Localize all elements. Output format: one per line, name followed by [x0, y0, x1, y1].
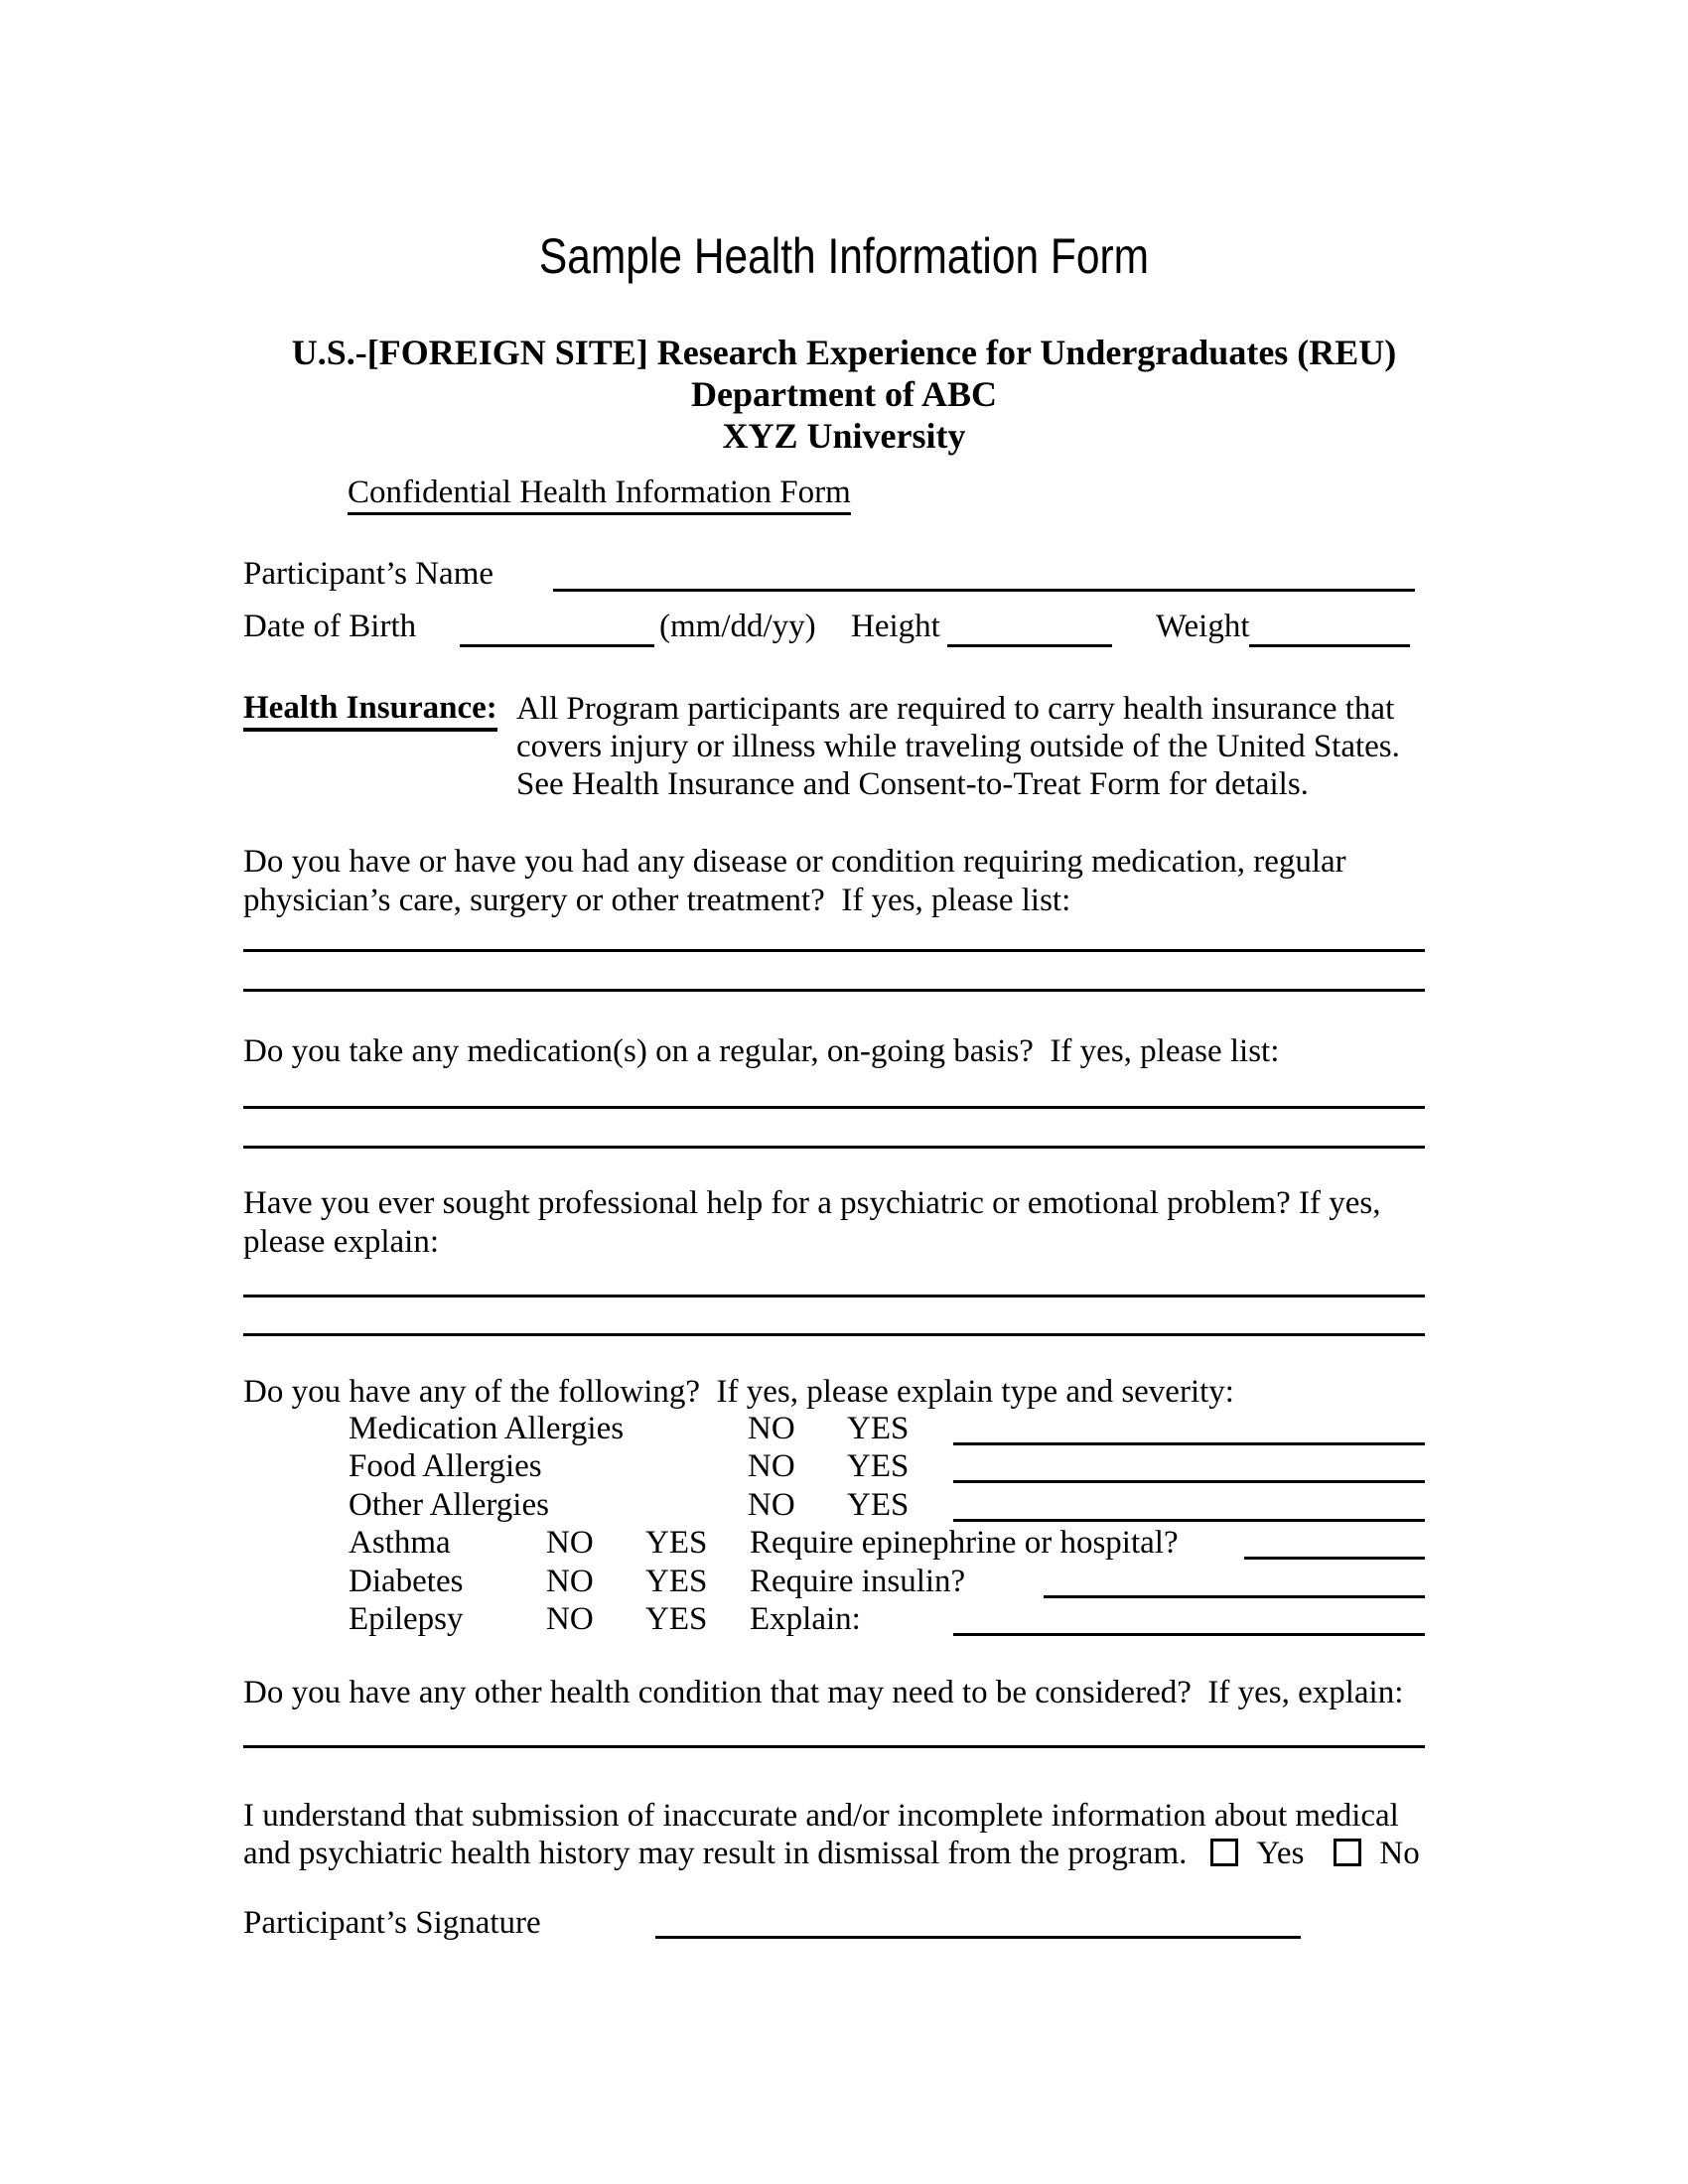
- program-header-line-3: XYZ University: [722, 416, 966, 456]
- condition-followup-question: Require insulin?: [750, 1564, 966, 1599]
- condition-row-medication-allergies: [243, 1411, 1425, 1449]
- signature-label: Participant’s Signature: [243, 1905, 541, 1941]
- condition-row-other-allergies: [243, 1487, 1425, 1526]
- condition-detail-line[interactable]: [1044, 1595, 1425, 1598]
- condition-row-asthma: [243, 1525, 1425, 1564]
- weight-label: Weight: [1156, 609, 1250, 644]
- psychiatric-answer-line-2[interactable]: [243, 1333, 1425, 1336]
- statement-line-1: I understand that submission of inaccurate and/or incomplete information about medical: [243, 1798, 1399, 1834]
- yes-checkbox-label: Yes: [1256, 1836, 1305, 1871]
- no-option[interactable]: NO: [546, 1525, 594, 1561]
- condition-followup-question: Require epinephrine or hospital?: [750, 1525, 1179, 1561]
- condition-detail-line[interactable]: [953, 1633, 1425, 1636]
- no-option[interactable]: NO: [748, 1487, 795, 1523]
- yes-option[interactable]: YES: [645, 1564, 708, 1599]
- yes-option[interactable]: YES: [645, 1601, 708, 1637]
- subheading-text: Confidential Health Information Form: [348, 475, 851, 515]
- no-option[interactable]: NO: [546, 1564, 594, 1599]
- condition-detail-line[interactable]: [1244, 1557, 1425, 1560]
- condition-followup-question: Explain:: [750, 1601, 861, 1637]
- participant-name-label: Participant’s Name: [243, 556, 494, 592]
- program-header-line-1: U.S.-[FOREIGN SITE] Research Experience for Undergraduates (REU): [291, 333, 1397, 372]
- no-option[interactable]: NO: [748, 1411, 795, 1446]
- condition-label: Other Allergies: [349, 1487, 549, 1523]
- yes-option[interactable]: YES: [847, 1448, 910, 1484]
- health-insurance-label-text: Health Insurance:: [243, 690, 497, 732]
- no-checkbox[interactable]: [1334, 1839, 1361, 1866]
- height-input-line[interactable]: [947, 644, 1112, 647]
- condition-row-food-allergies: [243, 1448, 1425, 1487]
- program-header: [0, 332, 1688, 457]
- question-disease: [243, 843, 1346, 920]
- health-insurance-line-1: All Program participants are required to carry health insurance that: [516, 691, 1395, 727]
- subheading: [348, 475, 851, 511]
- weight-input-line[interactable]: [1249, 644, 1410, 647]
- dob-input-line[interactable]: [460, 644, 654, 647]
- no-checkbox-label: No: [1379, 1836, 1420, 1871]
- program-header-line-2: Department of ABC: [691, 374, 997, 414]
- question-other-condition: Do you have any other health condition that may need to be considered? If yes, explain:: [243, 1675, 1404, 1710]
- disease-answer-line-1[interactable]: [243, 949, 1425, 952]
- psychiatric-answer-line-1[interactable]: [243, 1295, 1425, 1297]
- statement-line-2: [243, 1835, 1420, 1872]
- question-disease-line-1: Do you have or have you had any disease or condition requiring medication, regular: [243, 844, 1346, 880]
- disease-answer-line-2[interactable]: [243, 989, 1425, 992]
- yes-option[interactable]: YES: [645, 1525, 708, 1561]
- medication-answer-line-1[interactable]: [243, 1106, 1425, 1109]
- dob-format-hint: (mm/dd/yy): [659, 609, 816, 644]
- condition-label: Food Allergies: [349, 1448, 542, 1484]
- question-disease-line-2: physician’s care, surgery or other treatment? If yes, please list:: [243, 883, 1071, 918]
- signature-input-line[interactable]: [655, 1936, 1301, 1939]
- question-medication: Do you take any medication(s) on a regular, on-going basis? If yes, please list:: [243, 1033, 1280, 1069]
- no-option[interactable]: NO: [546, 1601, 594, 1637]
- question-psychiatric-line-2: please explain:: [243, 1224, 440, 1260]
- acknowledgement-statement: [243, 1797, 1420, 1872]
- condition-label: Asthma: [349, 1525, 451, 1561]
- health-insurance-label: [243, 690, 497, 727]
- yes-option[interactable]: YES: [847, 1487, 910, 1523]
- no-option[interactable]: NO: [748, 1448, 795, 1484]
- question-conditions-intro: Do you have any of the following? If yes, please explain type and severity:: [243, 1374, 1234, 1410]
- condition-row-epilepsy: [243, 1601, 1425, 1640]
- question-psychiatric: [243, 1184, 1380, 1262]
- question-psychiatric-line-1: Have you ever sought professional help for a psychiatric or emotional problem? If yes,: [243, 1185, 1381, 1221]
- health-insurance-line-3: See Health Insurance and Consent-to-Treat Form for details.: [516, 766, 1309, 802]
- yes-checkbox[interactable]: [1210, 1839, 1238, 1866]
- height-label: Height: [851, 609, 940, 644]
- page-title: Sample Health Information Form: [538, 228, 1150, 284]
- yes-option[interactable]: YES: [847, 1411, 910, 1446]
- condition-label: Medication Allergies: [349, 1411, 625, 1446]
- participant-name-input-line[interactable]: [553, 589, 1415, 592]
- condition-label: Epilepsy: [349, 1601, 464, 1637]
- condition-row-diabetes: [243, 1564, 1425, 1602]
- condition-label: Diabetes: [349, 1564, 464, 1599]
- health-insurance-paragraph: [516, 690, 1400, 803]
- condition-detail-line[interactable]: [953, 1519, 1425, 1522]
- condition-detail-line[interactable]: [953, 1442, 1425, 1445]
- statement-line-2-text: and psychiatric health history may result in dismissal from the program.: [243, 1836, 1188, 1871]
- medication-answer-line-2[interactable]: [243, 1146, 1425, 1149]
- dob-label: Date of Birth: [243, 609, 417, 644]
- condition-detail-line[interactable]: [953, 1480, 1425, 1483]
- health-insurance-line-2: covers injury or illness while traveling outside of the United States.: [516, 729, 1400, 764]
- other-condition-answer-line[interactable]: [243, 1745, 1425, 1748]
